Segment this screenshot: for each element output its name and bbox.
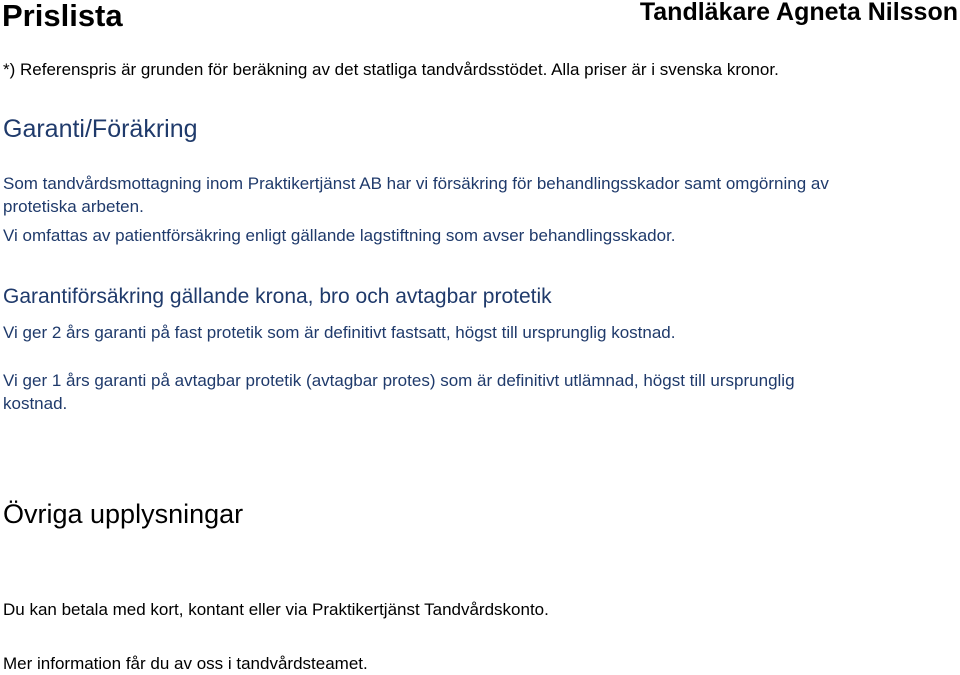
fixed-prosthetics-warranty-text: Vi ger 2 års garanti på fast protetik som är definitivt fastsatt, högst till ursprunglig kostnad. [3,323,676,342]
removable-prosthetics-warranty-line-2: kostnad. [3,394,68,413]
reference-price-note: *) Referenspris är grunden för beräkning av det statliga tandvårdsstödet. Alla priser är i svenska kronor. [3,60,779,79]
insurance-paragraph-line-1: Som tandvårdsmottagning inom Praktikertjänst AB har vi försäkring för behandlingsskador samt omgörning av [3,174,829,193]
clinic-name: Tandläkare Agneta Nilsson [639,0,958,26]
other-info-heading: Övriga upplysningar [3,499,244,529]
insurance-paragraph-line-2: protetiska arbeten. [3,197,144,216]
guarantee-insurance-heading: Garanti/Föräkring [3,115,198,143]
payment-methods-text: Du kan betala med kort, kontant eller via Praktikertjänst Tandvårdskonto. [3,600,549,619]
more-information-text: Mer information får du av oss i tandvårdsteamet. [3,654,368,673]
removable-prosthetics-warranty-line-1: Vi ger 1 års garanti på avtagbar protetik (avtagbar protes) som är definitivt utlämnad, högst till ursprunglig [3,371,795,390]
warranty-heading: Garantiförsäkring gällande krona, bro och avtagbar protetik [3,285,552,308]
patient-insurance-paragraph: Vi omfattas av patientförsäkring enligt gällande lagstiftning som avser behandlingsskador. [3,226,676,245]
page-title: Prislista [2,0,123,33]
